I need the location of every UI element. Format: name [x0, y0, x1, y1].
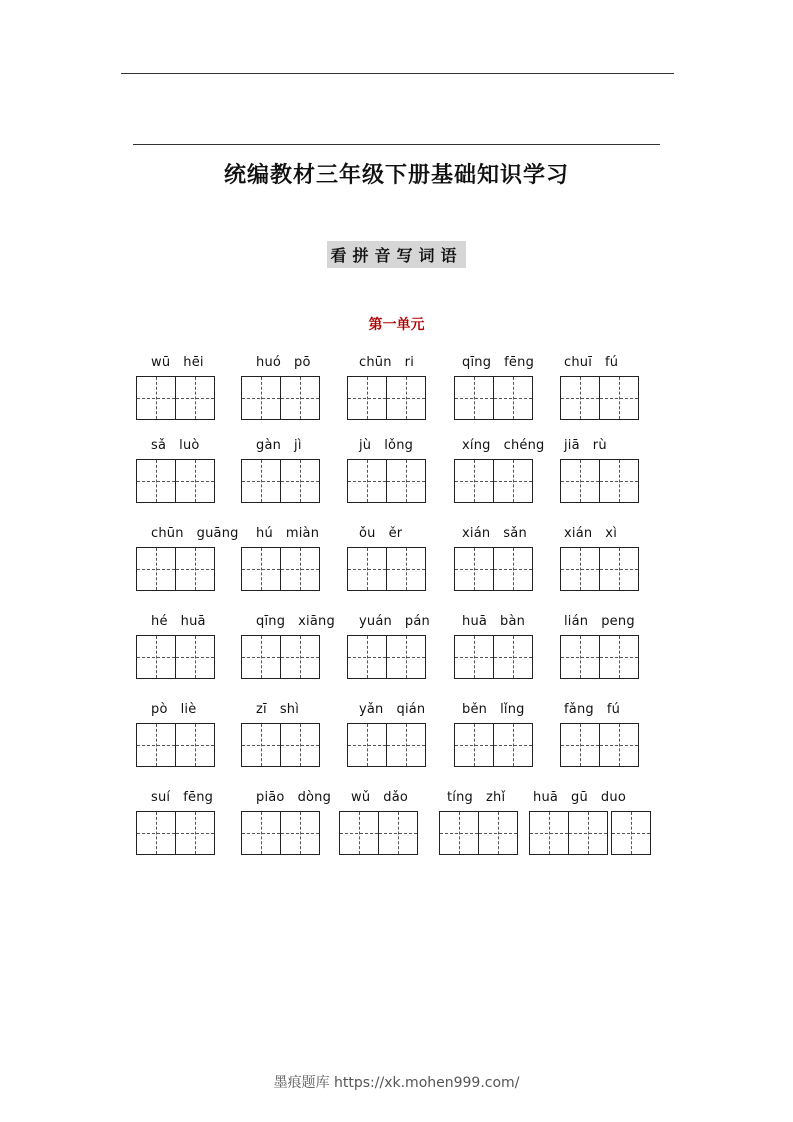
tianzige-cell[interactable]	[280, 635, 320, 679]
writing-boxes	[454, 459, 532, 503]
tianzige-cell[interactable]	[386, 547, 426, 591]
tianzige-cell[interactable]	[241, 635, 281, 679]
pinyin-label: qīng xiāng	[256, 614, 335, 629]
pinyin-label: ǒu ěr	[359, 526, 403, 541]
tianzige-cell[interactable]	[241, 811, 281, 855]
tianzige-cell[interactable]	[241, 376, 281, 420]
tianzige-cell[interactable]	[241, 459, 281, 503]
tianzige-cell[interactable]	[378, 811, 418, 855]
tianzige-cell[interactable]	[136, 811, 176, 855]
pinyin-label: chūn ri	[359, 355, 415, 370]
pinyin-label: huā gū duo	[533, 790, 626, 805]
tianzige-cell[interactable]	[136, 635, 176, 679]
writing-boxes	[454, 635, 532, 679]
writing-boxes	[560, 547, 638, 591]
writing-boxes	[136, 376, 214, 420]
tianzige-cell[interactable]	[493, 635, 533, 679]
tianzige-cell[interactable]	[241, 547, 281, 591]
tianzige-cell[interactable]	[439, 811, 479, 855]
tianzige-cell[interactable]	[136, 376, 176, 420]
writing-boxes	[136, 635, 214, 679]
section-heading-wrap	[0, 241, 793, 268]
tianzige-cell[interactable]	[568, 811, 608, 855]
pinyin-label: tíng zhǐ	[447, 790, 506, 805]
writing-boxes	[136, 811, 214, 855]
tianzige-cell[interactable]	[347, 376, 387, 420]
tianzige-cell[interactable]	[347, 547, 387, 591]
tianzige-cell[interactable]	[454, 376, 494, 420]
tianzige-cell[interactable]	[175, 459, 215, 503]
writing-boxes	[241, 459, 319, 503]
tianzige-cell[interactable]	[280, 723, 320, 767]
writing-boxes	[136, 723, 214, 767]
writing-boxes	[560, 376, 638, 420]
pinyin-label: qīng fēng	[462, 355, 535, 370]
pinyin-label: suí fēng	[151, 790, 214, 805]
tianzige-cell[interactable]	[493, 376, 533, 420]
tianzige-cell[interactable]	[280, 811, 320, 855]
tianzige-cell[interactable]	[493, 547, 533, 591]
pinyin-label: wǔ dǎo	[351, 790, 409, 805]
tianzige-cell[interactable]	[493, 459, 533, 503]
tianzige-cell[interactable]	[175, 635, 215, 679]
tianzige-cell[interactable]	[347, 459, 387, 503]
unit-title: 第一单元	[368, 317, 425, 333]
writing-boxes	[241, 811, 319, 855]
pinyin-label: piāo dòng	[256, 790, 332, 805]
pinyin-label: pò liè	[151, 702, 197, 717]
writing-boxes	[454, 376, 532, 420]
pinyin-label: lián peng	[564, 614, 635, 629]
pinyin-label: jiā rù	[564, 438, 607, 453]
tianzige-cell[interactable]	[599, 376, 639, 420]
pinyin-label: hé huā	[151, 614, 206, 629]
tianzige-cell[interactable]	[386, 635, 426, 679]
pinyin-label: huó pō	[256, 355, 311, 370]
writing-boxes	[347, 376, 425, 420]
tianzige-cell[interactable]	[339, 811, 379, 855]
writing-boxes	[136, 459, 214, 503]
writing-boxes	[560, 459, 638, 503]
tianzige-cell[interactable]	[454, 635, 494, 679]
writing-boxes	[439, 811, 517, 855]
tianzige-cell[interactable]	[241, 723, 281, 767]
writing-boxes	[560, 723, 638, 767]
pinyin-label: xián sǎn	[462, 526, 527, 541]
tianzige-cell[interactable]	[386, 459, 426, 503]
pinyin-label: xíng chéng	[462, 438, 545, 453]
writing-boxes	[454, 547, 532, 591]
tianzige-cell[interactable]	[560, 547, 600, 591]
pinyin-label: zī shì	[256, 702, 300, 717]
pinyin-label: huā bàn	[462, 614, 526, 629]
pinyin-label: wū hēi	[151, 355, 204, 370]
pinyin-label: sǎ luò	[151, 438, 200, 453]
tianzige-cell[interactable]	[560, 459, 600, 503]
tianzige-cell[interactable]	[560, 635, 600, 679]
pinyin-label: fǎng fú	[564, 702, 621, 717]
writing-boxes	[347, 723, 425, 767]
tianzige-cell[interactable]	[136, 723, 176, 767]
tianzige-cell[interactable]	[529, 811, 569, 855]
pinyin-label: chūn guāng	[151, 526, 239, 541]
tianzige-cell[interactable]	[599, 723, 639, 767]
section-heading: 看拼音写词语	[327, 241, 465, 268]
tianzige-cell[interactable]	[136, 547, 176, 591]
writing-boxes	[529, 811, 650, 855]
writing-boxes	[241, 635, 319, 679]
document-title: 统编教材三年级下册基础知识学习	[223, 163, 569, 188]
tianzige-cell[interactable]	[599, 459, 639, 503]
tianzige-cell[interactable]	[280, 547, 320, 591]
tianzige-cell[interactable]	[136, 459, 176, 503]
header-rule	[133, 144, 660, 145]
tianzige-cell[interactable]	[386, 723, 426, 767]
writing-boxes	[347, 635, 425, 679]
tianzige-cell[interactable]	[454, 723, 494, 767]
tianzige-cell[interactable]	[493, 723, 533, 767]
tianzige-cell[interactable]	[280, 459, 320, 503]
tianzige-cell[interactable]	[175, 547, 215, 591]
tianzige-cell[interactable]	[175, 723, 215, 767]
pinyin-label: chuī fú	[564, 355, 619, 370]
writing-boxes	[241, 547, 319, 591]
tianzige-cell[interactable]	[611, 811, 651, 855]
top-rule	[121, 73, 674, 74]
writing-boxes	[136, 547, 214, 591]
writing-boxes	[454, 723, 532, 767]
tianzige-cell[interactable]	[386, 376, 426, 420]
pinyin-label: xián xì	[564, 526, 618, 541]
pinyin-label: běn lǐng	[462, 702, 525, 717]
tianzige-cell[interactable]	[454, 547, 494, 591]
writing-boxes	[241, 723, 319, 767]
tianzige-cell[interactable]	[280, 376, 320, 420]
tianzige-cell[interactable]	[175, 376, 215, 420]
pinyin-label: hú miàn	[256, 526, 320, 541]
writing-boxes	[347, 547, 425, 591]
tianzige-cell[interactable]	[478, 811, 518, 855]
tianzige-cell[interactable]	[560, 376, 600, 420]
pinyin-label: jù lǒng	[359, 438, 414, 453]
tianzige-cell[interactable]	[599, 635, 639, 679]
tianzige-cell[interactable]	[347, 723, 387, 767]
writing-boxes	[347, 459, 425, 503]
pinyin-label: gàn jì	[256, 438, 302, 453]
tianzige-cell[interactable]	[347, 635, 387, 679]
writing-boxes	[339, 811, 417, 855]
tianzige-cell[interactable]	[175, 811, 215, 855]
pinyin-label: yǎn qián	[359, 702, 426, 717]
tianzige-cell[interactable]	[454, 459, 494, 503]
tianzige-cell[interactable]	[599, 547, 639, 591]
footer-watermark: 墨痕题库 https://xk.mohen999.com/	[273, 1075, 520, 1091]
tianzige-cell[interactable]	[560, 723, 600, 767]
writing-boxes	[560, 635, 638, 679]
writing-boxes	[241, 376, 319, 420]
pinyin-label: yuán pán	[359, 614, 430, 629]
